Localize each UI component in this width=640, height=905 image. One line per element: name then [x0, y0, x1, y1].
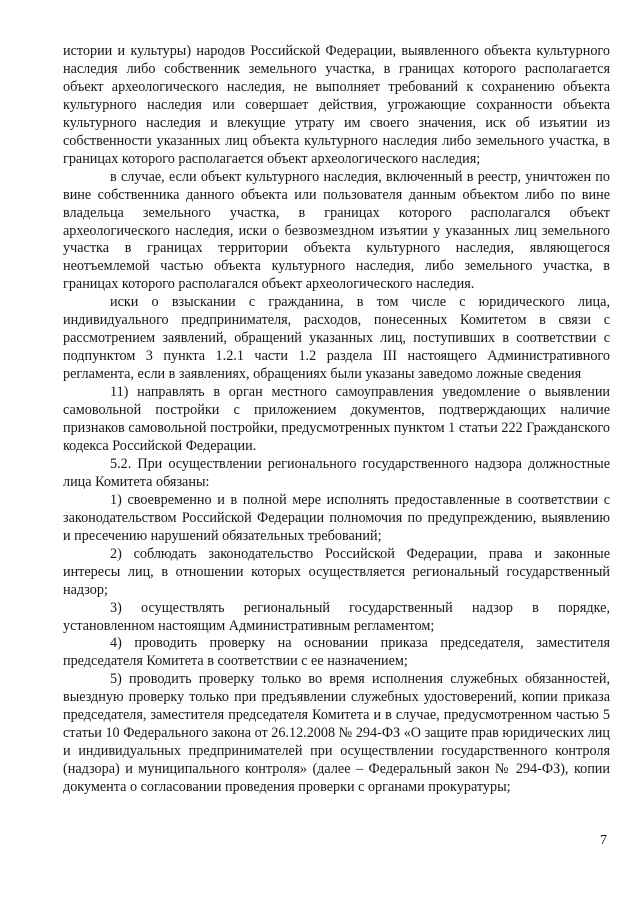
paragraph-destroyed-object-claims: в случае, если объект культурного наследия, включенный в реестр, уничтожен по вине собственника данного объекта или пользователя данным объектом либо по вине владельца земельного участка, в границах которого располагался объект археологического наследия, иски о безвозмездном изъятии у указанных лиц земельного участка в границах территории объекта культурного наследия, являющегося неотъемлемой частью объекта культурного наследия, либо земельного участка, в границах которого располагался объект археологического наследия. — [63, 168, 610, 293]
paragraph-duty-1: 1) своевременно и в полной мере исполнять предоставленные в соответствии с законодательством Российской Федерации полномочия по предупреждению, выявлению и пресечению нарушений обязательных требований; — [63, 491, 610, 544]
paragraph-section-5-2: 5.2. При осуществлении регионального государственного надзора должностные лица Комитета обязаны: — [63, 455, 610, 490]
page-number: 7 — [600, 833, 607, 848]
paragraph-continuation: истории и культуры) народов Российской Федерации, выявленного объекта культурного наследия либо собственник земельного участка, в границах которого располагается объект археологического наследия, не выполняет требований к сохранению объекта культурного наследия или совершает действия, угрожающие сохранности объекта культурного наследия и влекущие утрату им своего значения, иск об изъятии из собственности указанных лиц объекта культурного наследия либо земельного участка, в границах которого располагается объект археологического наследия; — [63, 43, 610, 167]
paragraph-duty-2: 2) соблюдать законодательство Российской Федерации, права и законные интересы лиц, в отношении которых осуществляется региональный государственный надзор; — [63, 545, 610, 598]
paragraph-duty-5: 5) проводить проверку только во время исполнения служебных обязанностей, выездную проверку только при предъявлении служебных удостоверений, копии приказа председателя, заместителя председателя Комитета и в случае, предусмотренном частью 5 статьи 10 Федерального закона от 26.12.2008 № 294-ФЗ «О защите прав юридических лиц и индивидуальных предпринимателей при осуществлении государственного контроля (надзора) и муниципального контроля» (далее – Федеральный закон № 294-ФЗ), копии документа о согласовании проведения проверки с органами прокуратуры; — [63, 671, 610, 796]
paragraph-duty-3: 3) осуществлять региональный государственный надзор в порядке, установленном настоящим Административным регламентом; — [63, 599, 610, 634]
paragraph-item-11: 11) направлять в орган местного самоуправления уведомление о выявлении самовольной постройки с приложением документов, подтверждающих наличие признаков самовольной постройки, предусмотренных пунктом 1 статьи 222 Гражданского кодекса Российской Федерации. — [63, 384, 610, 454]
paragraph-recovery-claims: иски о взыскании с гражданина, в том числе с юридического лица, индивидуального предпринимателя, расходов, понесенных Комитетом в связи с рассмотрением заявлений, обращений указанных лиц, поступивших в соответствии с подпунктом 3 пункта 1.2.1 части 1.2 раздела III настоящего Административного регламента, если в заявлениях, обращениях были указаны заведомо ложные сведения — [63, 294, 610, 383]
paragraph-duty-4: 4) проводить проверку на основании приказа председателя, заместителя председателя Комитета в соответствии с ее назначением; — [63, 635, 610, 670]
document-body — [63, 43, 610, 797]
